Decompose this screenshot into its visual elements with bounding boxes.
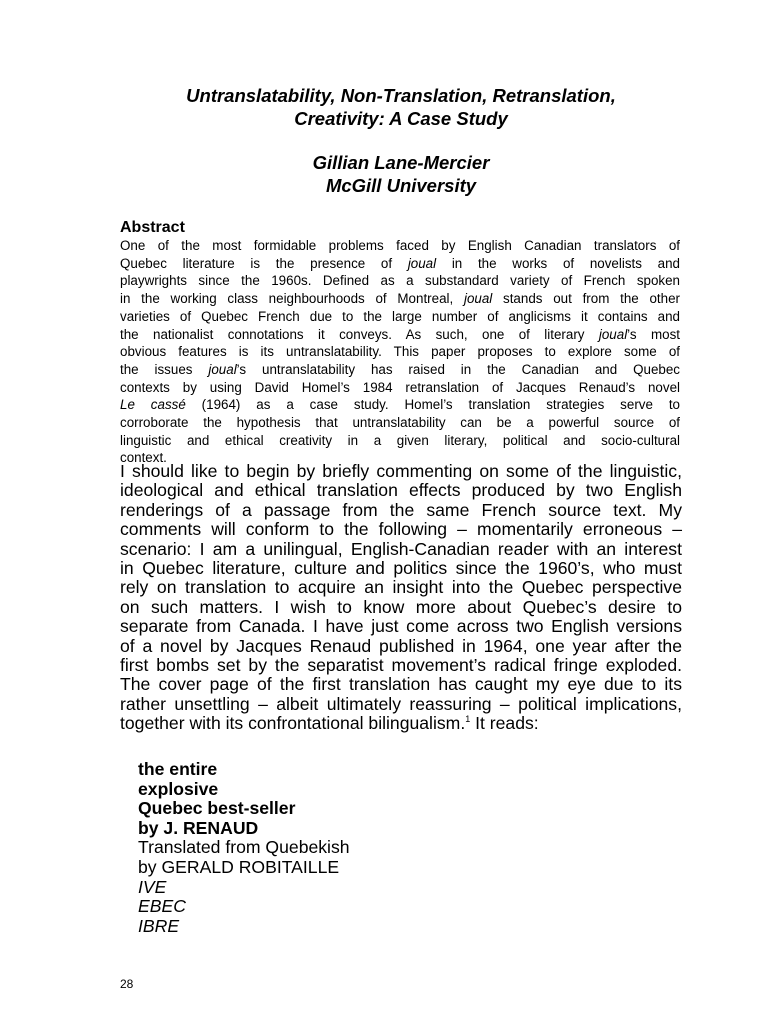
abstract-line: in the working class neighbourhoods of Montreal, joual stands out from the other <box>120 291 680 307</box>
body-line: scenario: I am a unilingual, English-Canadian reader with an interest <box>120 538 682 559</box>
abstract-heading: Abstract <box>120 219 185 236</box>
cover-line: Translated from Quebekish <box>138 837 350 858</box>
abstract-line: varieties of Quebec French due to the large number of anglicisms it contains and <box>120 308 680 324</box>
body-line: ideological and ethical translation effects produced by two English <box>120 480 682 501</box>
abstract-line: the nationalist connotations it conveys. As such, one of literary joual’s most <box>120 326 681 342</box>
body-line: renderings of a passage from the same French source text. My <box>120 499 682 520</box>
author-affiliation: McGill University <box>325 175 477 196</box>
body-line: of a novel by Jacques Renaud published in 1964, one year after the <box>120 635 682 656</box>
abstract-line: context. <box>120 450 167 466</box>
cover-line: the entire <box>138 759 218 779</box>
cover-line: by J. RENAUD <box>138 817 259 838</box>
cover-line: EBEC <box>138 896 186 917</box>
cover-line: IBRE <box>138 915 180 936</box>
cover-line: Quebec best-seller <box>138 798 296 819</box>
abstract-line: contexts by using David Homel’s 1984 retranslation of Jacques Renaud’s novel <box>120 379 680 395</box>
cover-page-quote <box>138 760 350 936</box>
body-line: The cover page of the first translation has caught my eye due to its <box>120 674 682 695</box>
abstract-line: corroborate the hypothesis that untranslatability can be a powerful source of <box>120 415 680 431</box>
page-number: 28 <box>120 977 134 991</box>
title-line-1: Untranslatability, Non-Translation, Retranslation, <box>186 85 616 106</box>
body-paragraph <box>120 462 682 734</box>
abstract-line: linguistic and ethical creativity in a given literary, political and socio-cultural <box>120 432 680 448</box>
body-line: in Quebec literature, culture and politics since the 1960’s, who must <box>120 558 682 579</box>
abstract-line: playwrights since the 1960s. Defined as a substandard variety of French spoken <box>120 273 680 289</box>
abstract-line: the issues joual’s untranslatability has raised in the Canadian and Quebec <box>120 361 680 377</box>
cover-line: IVE <box>138 876 167 897</box>
body-line: separate from Canada. I have just come across two English versions <box>120 616 682 637</box>
author-name: Gillian Lane-Mercier <box>312 152 490 173</box>
cover-line: explosive <box>138 778 219 799</box>
body-line: together with its confrontational bilingualism.$^1$ It reads: <box>120 713 539 734</box>
body-line: first bombs set by the separatist movement’s radical fringe exploded. <box>120 655 682 676</box>
body-line: rather unsettling – albeit ultimately reassuring – political implications, <box>120 693 682 714</box>
abstract-line: Quebec literature is the presence of joual in the works of novelists and <box>120 255 680 271</box>
abstract-line: One of the most formidable problems faced by English Canadian translators of <box>120 238 680 253</box>
abstract-line: obvious features is its untranslatability. This paper proposes to explore some of <box>120 344 680 360</box>
abstract-line: Le cassé (1964) as a case study. Homel’s translation strategies serve to <box>120 397 680 413</box>
body-line: I should like to begin by briefly commenting on some of the linguistic, <box>120 461 682 481</box>
paper-title <box>120 84 682 130</box>
body-line: comments will conform to the following – momentarily erroneous – <box>120 519 682 540</box>
cover-line: by GERALD ROBITAILLE <box>138 856 340 877</box>
abstract-text <box>120 237 680 467</box>
body-line: on such matters. I wish to know more about Quebec’s desire to <box>120 596 682 617</box>
title-line-2: Creativity: A Case Study <box>294 108 508 129</box>
author-block <box>120 151 682 197</box>
body-line: rely on translation to acquire an insight into the Quebec perspective <box>120 577 682 598</box>
